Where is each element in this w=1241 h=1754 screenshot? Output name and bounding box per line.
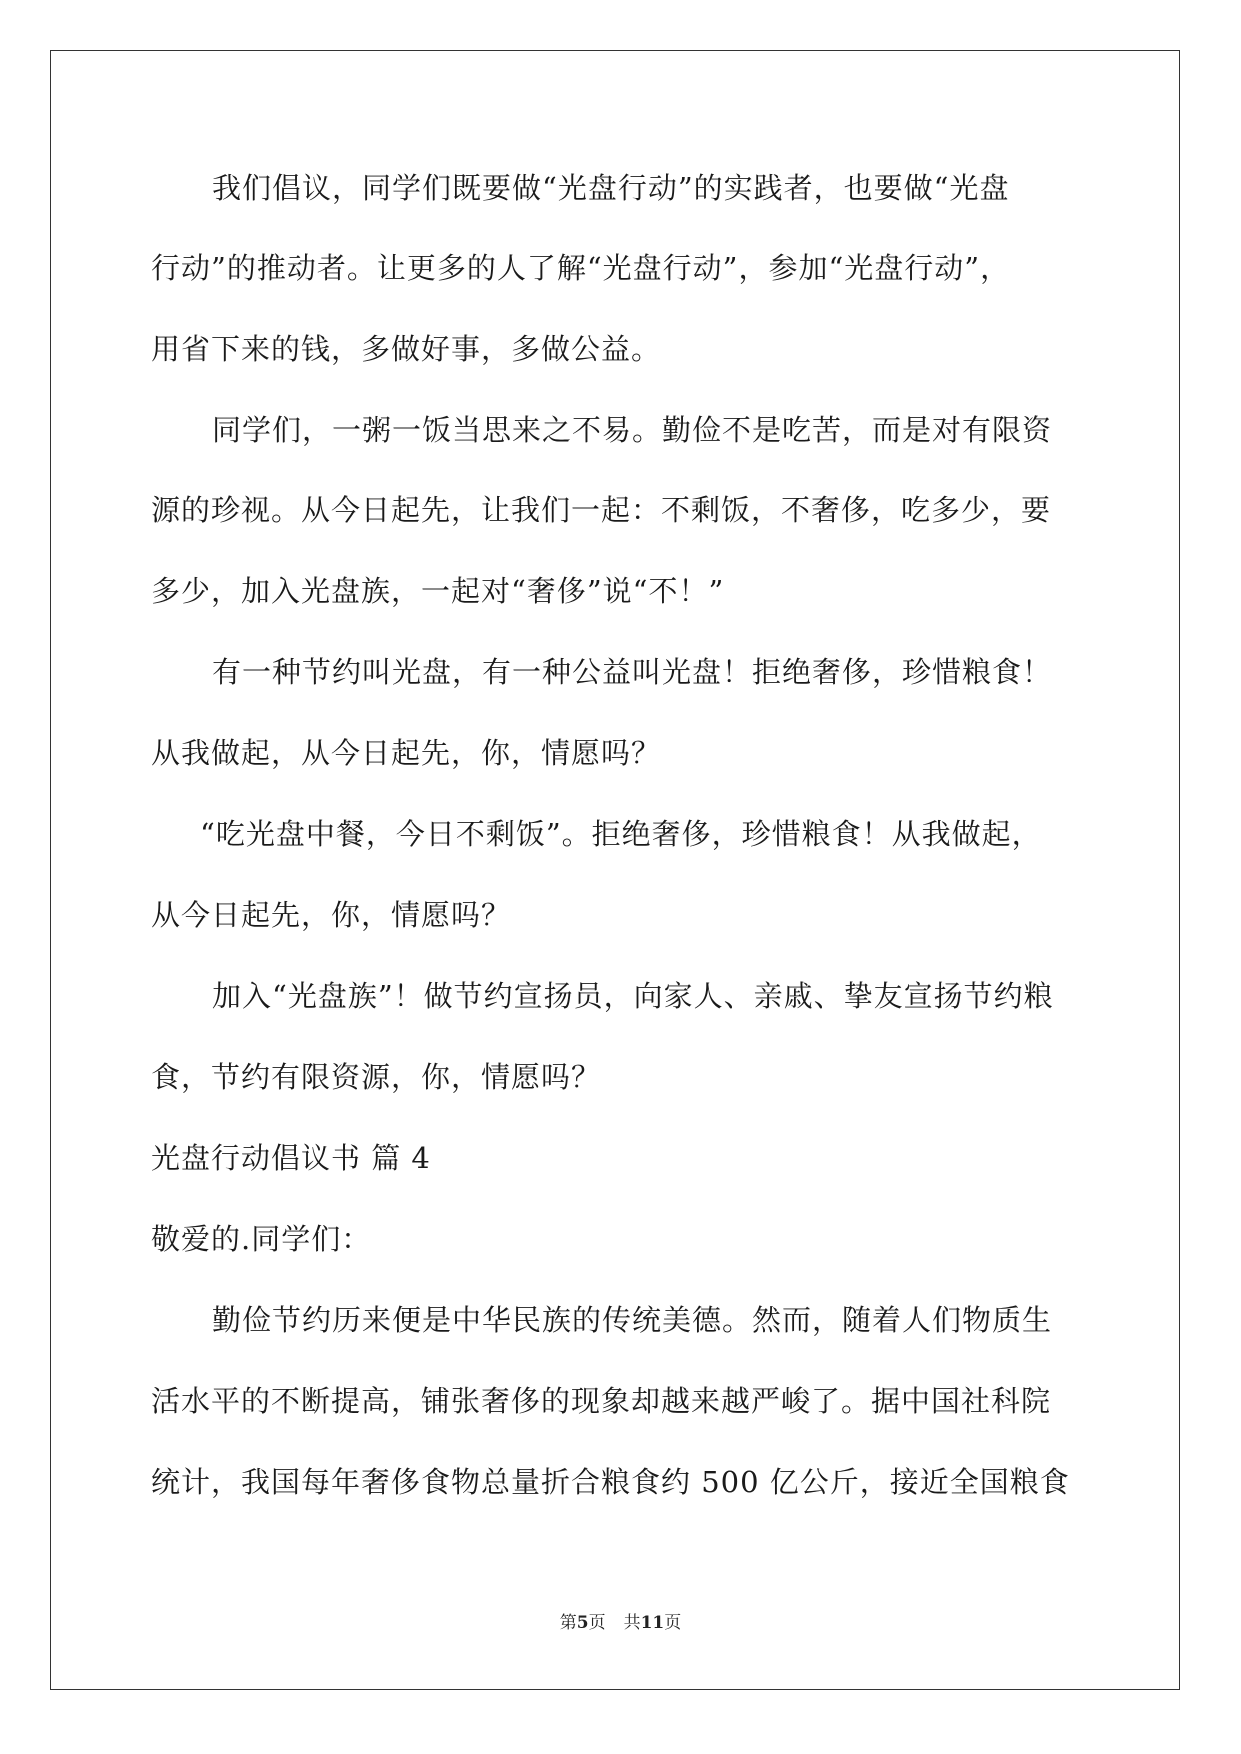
text-line: 加入“光盘族”！做节约宣扬员，向家人、亲戚、挚友宣扬节约粮 [212, 979, 1054, 1013]
text-line: 勤俭节约历来便是中华民族的传统美德。然而，随着人们物质生 [212, 1303, 1053, 1337]
text-line: 食，节约有限资源，你，情愿吗？ [151, 1060, 602, 1094]
text-line: 多少，加入光盘族，一起对“奢侈”说“不！” [151, 574, 725, 608]
page-suffix: 页 [588, 1613, 606, 1633]
text-line: 我们倡议，同学们既要做“光盘行动”的实践者，也要做“光盘 [212, 171, 1010, 205]
text-line: 同学们，一粥一饭当思来之不易。勤俭不是吃苦，而是对有限资 [212, 413, 1053, 447]
text-line: 行动”的推动者。让更多的人了解“光盘行动”，参加“光盘行动”， [151, 251, 1011, 285]
text-line: 用省下来的钱，多做好事，多做公益。 [151, 332, 662, 366]
page-border [50, 50, 1180, 1690]
page-footer [0, 1612, 1241, 1634]
text-line: 统计，我国每年奢侈食物总量折合粮食约 500 亿公斤，接近全国粮食 [151, 1465, 1070, 1499]
total-pages: 11 [640, 1613, 665, 1633]
page-number: 5 [576, 1613, 589, 1633]
salutation: 敬爱的.同学们： [151, 1222, 372, 1256]
text-line: 活水平的不断提高，铺张奢侈的现象却越来越严峻了。据中国社科院 [151, 1384, 1052, 1418]
text-line: 从我做起，从今日起先，你，情愿吗？ [151, 736, 662, 770]
page-prefix: 第 [559, 1613, 577, 1633]
total-prefix: 共 [623, 1613, 641, 1633]
text-line: 源的珍视。从今日起先，让我们一起：不剩饭，不奢侈，吃多少，要 [151, 493, 1052, 527]
text-line: “吃光盘中餐，今日不剩饭”。拒绝奢侈，珍惜粮食！从我做起， [200, 817, 1042, 851]
text-line: 从今日起先，你，情愿吗？ [151, 898, 512, 932]
total-suffix: 页 [664, 1613, 682, 1633]
text-line: 有一种节约叫光盘，有一种公益叫光盘！拒绝奢侈，珍惜粮食！ [212, 655, 1053, 689]
section-heading: 光盘行动倡议书 篇 4 [151, 1141, 431, 1175]
